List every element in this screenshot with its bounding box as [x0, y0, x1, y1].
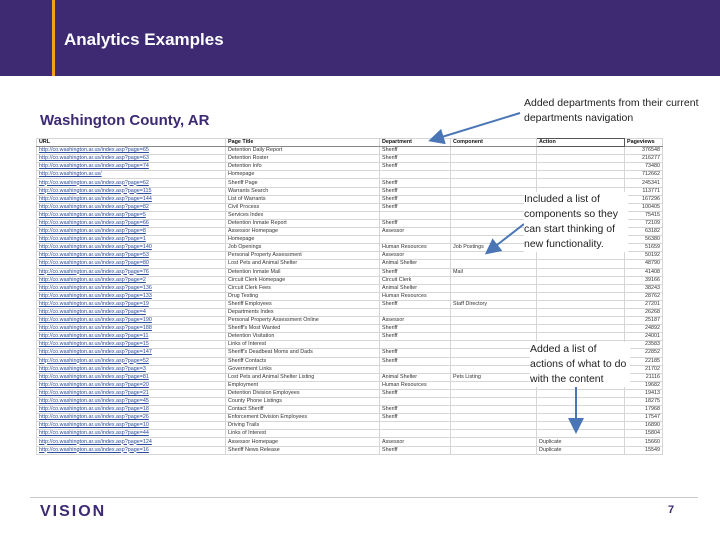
cell-page-title: Sheriff Page	[226, 179, 380, 187]
cell-component	[451, 276, 537, 284]
cell-url: http://co.washington.ar.us/index.asp?page=65	[37, 147, 226, 155]
cell-pageviews: 18275	[625, 398, 663, 406]
cell-pageviews: 21702	[625, 365, 663, 373]
cell-department: Sheriff	[380, 163, 451, 171]
cell-page-title: Assessor Homepage	[226, 438, 380, 446]
cell-pageviews: 75415	[625, 211, 663, 219]
cell-page-title: Detention Inmate Report	[226, 219, 380, 227]
cell-department: Sheriff	[380, 268, 451, 276]
cell-department: Assessor	[380, 252, 451, 260]
cell-url: http://co.washington.ar.us/index.asp?page=11	[37, 333, 226, 341]
cell-department: Human Resources	[380, 244, 451, 252]
cell-component	[451, 147, 537, 155]
cell-action	[537, 284, 625, 292]
cell-component	[451, 398, 537, 406]
cell-url: http://co.washington.ar.us/index.asp?page=8	[37, 228, 226, 236]
footer-divider	[30, 497, 698, 498]
cell-url: http://co.washington.ar.us/index.asp?page=26	[37, 414, 226, 422]
cell-page-title: Sheriff's Most Wanted	[226, 325, 380, 333]
cell-url: http://co.washington.ar.us/index.asp?page=4	[37, 308, 226, 316]
cell-page-title: Detention Visitation	[226, 333, 380, 341]
cell-url: http://co.washington.ar.us/index.asp?page=16	[37, 446, 226, 454]
cell-action	[537, 325, 625, 333]
cell-page-title: Detention Inmate Mail	[226, 268, 380, 276]
cell-department: Sheriff	[380, 179, 451, 187]
cell-page-title: Departments Index	[226, 308, 380, 316]
cell-component	[451, 308, 537, 316]
cell-url: http://co.washington.ar.us/index.asp?page=15	[37, 341, 226, 349]
cell-pageviews: 56380	[625, 236, 663, 244]
table-row	[37, 333, 663, 341]
cell-page-title: Sheriff News Release	[226, 446, 380, 454]
cell-pageviews: 22185	[625, 357, 663, 365]
column-header-pageviews: Pageviews	[625, 139, 663, 147]
cell-pageviews: 63182	[625, 228, 663, 236]
table-row	[37, 430, 663, 438]
table-row	[37, 317, 663, 325]
cell-page-title: Sheriff's Deadbeat Moms and Dads	[226, 349, 380, 357]
cell-pageviews: 113771	[625, 187, 663, 195]
cell-component	[451, 349, 537, 357]
cell-component	[451, 430, 537, 438]
table-row	[37, 147, 663, 155]
cell-page-title: Government Links	[226, 365, 380, 373]
cell-department	[380, 341, 451, 349]
header-accent-stripe	[52, 0, 55, 76]
cell-action	[537, 430, 625, 438]
cell-page-title: Drug Testing	[226, 292, 380, 300]
table-row	[37, 422, 663, 430]
cell-pageviews: 17968	[625, 406, 663, 414]
arrow-to-department-column	[432, 113, 520, 140]
cell-component	[451, 414, 537, 422]
cell-component	[451, 381, 537, 389]
cell-pageviews: 38243	[625, 284, 663, 292]
cell-url: http://co.washington.ar.us/index.asp?page=81	[37, 373, 226, 381]
cell-url: http://co.washington.ar.us/index.asp?page=19	[37, 300, 226, 308]
cell-component	[451, 317, 537, 325]
table-row	[37, 284, 663, 292]
cell-page-title: Contact Sheriff	[226, 406, 380, 414]
cell-url: http://co.washington.ar.us/index.asp?page=1	[37, 236, 226, 244]
cell-action	[537, 179, 625, 187]
cell-url: http://co.washington.ar.us/index.asp?page=10	[37, 422, 226, 430]
analytics-table	[36, 138, 663, 455]
cell-component	[451, 155, 537, 163]
cell-component	[451, 446, 537, 454]
cell-pageviews: 216277	[625, 155, 663, 163]
table-header-row	[37, 139, 663, 147]
cell-action	[537, 414, 625, 422]
cell-component	[451, 341, 537, 349]
cell-action	[537, 252, 625, 260]
cell-pageviews: 15549	[625, 446, 663, 454]
cell-department	[380, 365, 451, 373]
cell-department: Circuit Clerk	[380, 276, 451, 284]
cell-component	[451, 260, 537, 268]
cell-pageviews: 51659	[625, 244, 663, 252]
cell-department: Sheriff	[380, 349, 451, 357]
cell-component	[451, 179, 537, 187]
cell-page-title: Homepage	[226, 236, 380, 244]
cell-action	[537, 333, 625, 341]
cell-url: http://co.washington.ar.us/index.asp?page=2	[37, 276, 226, 284]
cell-pageviews: 167296	[625, 195, 663, 203]
header-bar	[0, 0, 720, 76]
cell-department: Sheriff	[380, 195, 451, 203]
callout-departments: Added departments from their current departments navigation	[524, 97, 699, 124]
table-row	[37, 155, 663, 163]
cell-pageviews: 712662	[625, 171, 663, 179]
cell-pageviews: 50192	[625, 252, 663, 260]
cell-action	[537, 317, 625, 325]
cell-action: Duplicate	[537, 446, 625, 454]
cell-department	[380, 308, 451, 316]
cell-department: Sheriff	[380, 219, 451, 227]
cell-page-title: Assessor Homepage	[226, 228, 380, 236]
cell-page-title: Homepage	[226, 171, 380, 179]
cell-pageviews: 100405	[625, 203, 663, 211]
cell-pageviews: 22852	[625, 349, 663, 357]
cell-page-title: Warrants Search	[226, 187, 380, 195]
cell-pageviews: 26268	[625, 308, 663, 316]
column-header-url: URL	[37, 139, 226, 147]
cell-pageviews: 21116	[625, 373, 663, 381]
cell-page-title: Services Index	[226, 211, 380, 219]
cell-department: Sheriff	[380, 155, 451, 163]
cell-component	[451, 406, 537, 414]
cell-page-title: Circuit Clerk Homepage	[226, 276, 380, 284]
cell-department: Sheriff	[380, 333, 451, 341]
cell-page-title: Detention Daily Report	[226, 147, 380, 155]
table-row	[37, 179, 663, 187]
cell-pageviews: 19413	[625, 389, 663, 397]
cell-pageviews: 25187	[625, 317, 663, 325]
cell-action	[537, 260, 625, 268]
cell-page-title: Detention Info	[226, 163, 380, 171]
cell-url: http://co.washington.ar.us/index.asp?page=74	[37, 163, 226, 171]
cell-url: http://co.washington.ar.us/index.asp?page=140	[37, 244, 226, 252]
cell-url: http://co.washington.ar.us/index.asp?page=52	[37, 357, 226, 365]
cell-page-title: Personal Property Assessment	[226, 252, 380, 260]
cell-pageviews: 72109	[625, 219, 663, 227]
cell-url: http://co.washington.ar.us/index.asp?page=124	[37, 438, 226, 446]
cell-url: http://co.washington.ar.us/index.asp?page=190	[37, 317, 226, 325]
cell-component	[451, 389, 537, 397]
cell-page-title: Links of Interest	[226, 341, 380, 349]
cell-department: Animal Shelter	[380, 260, 451, 268]
cell-url: http://co.washington.ar.us/index.asp?page=53	[37, 252, 226, 260]
cell-pageviews: 23583	[625, 341, 663, 349]
table-row	[37, 252, 663, 260]
cell-department: Assessor	[380, 317, 451, 325]
cell-department: Sheriff	[380, 147, 451, 155]
cell-url: http://co.washington.ar.us/index.asp?page=18	[37, 406, 226, 414]
cell-department: Sheriff	[380, 414, 451, 422]
cell-url: http://co.washington.ar.us/index.asp?page=115	[37, 187, 226, 195]
cell-component	[451, 171, 537, 179]
table-row	[37, 446, 663, 454]
cell-action: Duplicate	[537, 438, 625, 446]
cell-department	[380, 236, 451, 244]
cell-pageviews: 15660	[625, 438, 663, 446]
cell-component: Pets Listing	[451, 373, 537, 381]
cell-department: Sheriff	[380, 300, 451, 308]
column-header-action: Action	[537, 139, 625, 147]
cell-component	[451, 325, 537, 333]
cell-url: http://co.washington.ar.us/index.asp?page=20	[37, 381, 226, 389]
table-row	[37, 406, 663, 414]
cell-component	[451, 422, 537, 430]
cell-url: http://co.washington.ar.us/index.asp?page=82	[37, 203, 226, 211]
cell-department: Sheriff	[380, 357, 451, 365]
cell-pageviews: 245341	[625, 179, 663, 187]
table-row	[37, 300, 663, 308]
vision-logo: VISION	[40, 503, 107, 520]
cell-page-title: Links of Interest	[226, 430, 380, 438]
cell-department	[380, 211, 451, 219]
cell-url: http://co.washington.ar.us/index.asp?page=144	[37, 195, 226, 203]
table-row	[37, 276, 663, 284]
cell-department: Assessor	[380, 438, 451, 446]
page-number: 7	[668, 504, 675, 516]
slide-title: Analytics Examples	[64, 30, 224, 49]
cell-department	[380, 422, 451, 430]
table-row	[37, 163, 663, 171]
cell-pageviews: 48790	[625, 260, 663, 268]
cell-page-title: Circuit Clerk Fees	[226, 284, 380, 292]
cell-action	[537, 171, 625, 179]
table-row	[37, 389, 663, 397]
cell-action	[537, 155, 625, 163]
cell-pageviews: 39166	[625, 276, 663, 284]
cell-component	[451, 163, 537, 171]
cell-action	[537, 276, 625, 284]
cell-pageviews: 15804	[625, 430, 663, 438]
cell-page-title: Detention Division Employees	[226, 389, 380, 397]
callout-components: Included a list of components so they can start thinking of new functionality.	[524, 192, 628, 252]
cell-component	[451, 365, 537, 373]
cell-department: Animal Shelter	[380, 373, 451, 381]
cell-page-title: Job Openings	[226, 244, 380, 252]
cell-action	[537, 398, 625, 406]
table-row	[37, 308, 663, 316]
cell-url: http://co.washington.ar.us/	[37, 171, 226, 179]
cell-url: http://co.washington.ar.us/index.asp?page=188	[37, 325, 226, 333]
cell-component: Job Postings	[451, 244, 537, 252]
cell-page-title: Detention Roster	[226, 155, 380, 163]
cell-action	[537, 292, 625, 300]
cell-page-title: Personal Property Assessment Online	[226, 317, 380, 325]
cell-component: Staff Directory	[451, 300, 537, 308]
cell-url: http://co.washington.ar.us/index.asp?page=66	[37, 219, 226, 227]
cell-pageviews: 376548	[625, 147, 663, 155]
cell-component	[451, 252, 537, 260]
cell-department: Animal Shelter	[380, 284, 451, 292]
cell-component	[451, 438, 537, 446]
cell-url: http://co.washington.ar.us/index.asp?page=136	[37, 284, 226, 292]
cell-component: Mail	[451, 268, 537, 276]
cell-action	[537, 163, 625, 171]
cell-department	[380, 430, 451, 438]
cell-action	[537, 422, 625, 430]
cell-page-title: Enforcement Division Employees	[226, 414, 380, 422]
table-row	[37, 414, 663, 422]
column-header-component: Component	[451, 139, 537, 147]
cell-page-title: Sheriff Employees	[226, 300, 380, 308]
cell-action	[537, 300, 625, 308]
cell-page-title: County Phone Listings	[226, 398, 380, 406]
cell-url: http://co.washington.ar.us/index.asp?page=62	[37, 179, 226, 187]
cell-page-title: Lost Pets and Animal Shelter	[226, 260, 380, 268]
cell-department	[380, 398, 451, 406]
cell-url: http://co.washington.ar.us/index.asp?page=133	[37, 292, 226, 300]
cell-url: http://co.washington.ar.us/index.asp?page=63	[37, 155, 226, 163]
table-row	[37, 398, 663, 406]
cell-page-title: Sheriff Contacts	[226, 357, 380, 365]
cell-component	[451, 292, 537, 300]
cell-page-title: Lost Pets and Animal Shelter Listing	[226, 373, 380, 381]
cell-department: Sheriff	[380, 187, 451, 195]
spreadsheet-screenshot	[36, 138, 662, 464]
cell-action	[537, 406, 625, 414]
cell-department: Human Resources	[380, 381, 451, 389]
cell-department: Sheriff	[380, 406, 451, 414]
cell-pageviews: 27201	[625, 300, 663, 308]
cell-page-title: Civil Process	[226, 203, 380, 211]
cell-department: Sheriff	[380, 325, 451, 333]
table-row	[37, 260, 663, 268]
cell-component	[451, 357, 537, 365]
slide-subtitle: Washington County, AR	[40, 112, 210, 129]
table-row	[37, 268, 663, 276]
table-row	[37, 325, 663, 333]
cell-action	[537, 147, 625, 155]
callout-actions: Added a list of actions of what to do with the content	[530, 342, 630, 387]
cell-pageviews: 24001	[625, 333, 663, 341]
cell-department	[380, 171, 451, 179]
cell-action	[537, 389, 625, 397]
cell-pageviews: 41408	[625, 268, 663, 276]
column-header-department: Department	[380, 139, 451, 147]
cell-department: Sheriff	[380, 389, 451, 397]
cell-url: http://co.washington.ar.us/index.asp?page=44	[37, 430, 226, 438]
cell-url: http://co.washington.ar.us/index.asp?page=80	[37, 260, 226, 268]
cell-department: Sheriff	[380, 203, 451, 211]
cell-url: http://co.washington.ar.us/index.asp?page=5	[37, 211, 226, 219]
cell-pageviews: 28762	[625, 292, 663, 300]
cell-pageviews: 17547	[625, 414, 663, 422]
cell-pageviews: 73480	[625, 163, 663, 171]
cell-action	[537, 268, 625, 276]
cell-url: http://co.washington.ar.us/index.asp?page=3	[37, 365, 226, 373]
cell-page-title: List of Warrants	[226, 195, 380, 203]
cell-url: http://co.washington.ar.us/index.asp?page=21	[37, 389, 226, 397]
cell-pageviews: 16890	[625, 422, 663, 430]
cell-action	[537, 308, 625, 316]
cell-component	[451, 333, 537, 341]
table-row	[37, 171, 663, 179]
cell-department: Assessor	[380, 228, 451, 236]
cell-url: http://co.washington.ar.us/index.asp?page=147	[37, 349, 226, 357]
table-row	[37, 438, 663, 446]
cell-component	[451, 284, 537, 292]
cell-pageviews: 19682	[625, 381, 663, 389]
cell-pageviews: 24892	[625, 325, 663, 333]
cell-url: http://co.washington.ar.us/index.asp?page=45	[37, 398, 226, 406]
column-header-page-title: Page Title	[226, 139, 380, 147]
cell-page-title: Employment	[226, 381, 380, 389]
cell-url: http://co.washington.ar.us/index.asp?page=76	[37, 268, 226, 276]
cell-department: Human Resources	[380, 292, 451, 300]
cell-department: Sheriff	[380, 446, 451, 454]
table-row	[37, 292, 663, 300]
cell-page-title: Driving Trails	[226, 422, 380, 430]
